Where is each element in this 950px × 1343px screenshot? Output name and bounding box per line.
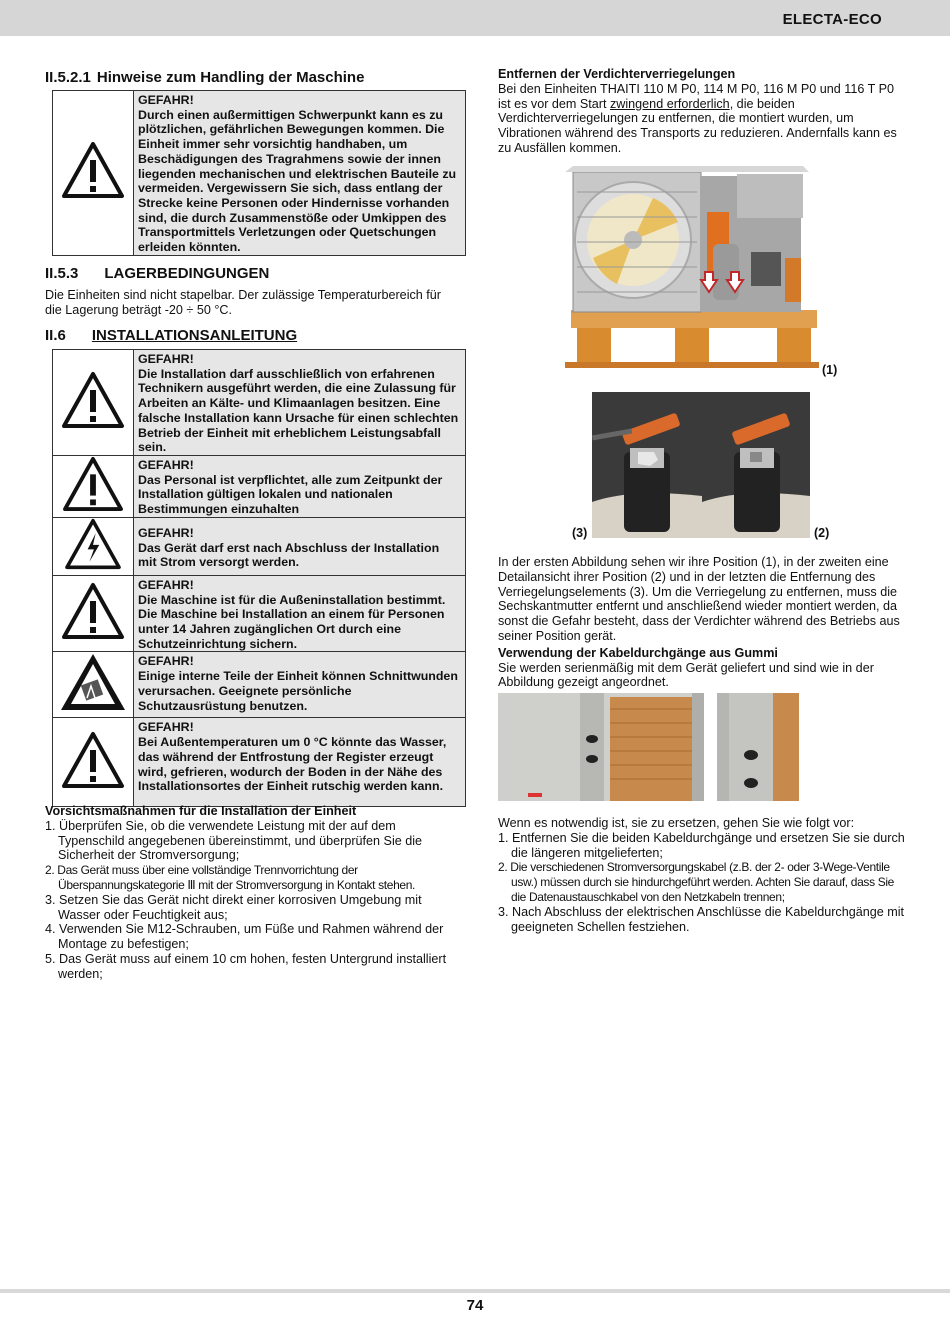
warning-row: GEFAHR! Die Installation darf ausschließlich von erfahrenen Technikern ausgeführt werden, die eine Zulassung für Arbeiten an Kälte- und Klimaanlagen besitzen. Eine falsche Installation kann Ursache für einen schlechten Betrieb der Einheit mit erheblichem Leistungsabfall sein. <box>53 350 466 456</box>
precautions-title: Vorsichtsmaßnahmen für die Installation der Einheit <box>45 804 357 818</box>
compressor-locks-caption-block <box>498 555 910 690</box>
warning-row: GEFAHR! Das Gerät darf erst nach Abschluss der Installation mit Strom versorgt werden. <box>53 517 466 575</box>
list-item: 3. Nach Abschluss der elektrischen Anschlüsse die Kabeldurchgänge mit geeigneten Schellen festziehen. <box>498 904 905 934</box>
cable-gland-photo-right <box>717 693 799 801</box>
header-bar <box>0 0 950 36</box>
list-item: 1. Überprüfen Sie, ob die verwendete Leistung mit der auf dem Typenschild angegebenen übereinstimmt, und überprüfen Sie die Sicherheit der Stromversorgung; <box>45 818 423 863</box>
cable-glands-text: Sie werden serienmäßig mit dem Gerät geliefert und sind wie in der Abbildung gezeigt angeordnet. <box>498 660 874 690</box>
warning-box-handling <box>52 90 466 256</box>
warning-triangle-icon <box>61 731 125 789</box>
footer-rule <box>0 1289 950 1293</box>
precautions-block <box>45 804 465 982</box>
cable-glands-steps <box>498 831 910 935</box>
detail-photo-right <box>702 392 810 538</box>
warning-text: Das Gerät darf erst nach Abschluss der Installation mit Strom versorgt werden. <box>138 540 440 570</box>
section-heading-storage: II.5.3 LAGERBEDINGUNGEN <box>45 265 270 282</box>
figure-label-2: (2) <box>814 526 830 540</box>
warning-row: GEFAHR! Das Personal ist verpflichtet, alle zum Zeitpunkt der Installation gültigen lokalen und nationalen Bestimmungen einzuhalten <box>53 455 466 517</box>
warning-icon-cell <box>53 91 134 256</box>
warning-text: Einige interne Teile der Einheit können Schnittwunden verursachen. Geeignete persönliche Schutzausrüstung benutzen. <box>138 669 458 713</box>
precautions-list <box>45 819 465 982</box>
warning-text-cell: GEFAHR! Durch einen außermittigen Schwerpunkt kann es zu plötzlichen, gefährlichen Bewegungen kommen. Die Einheit immer sehr vorsichtig handhaben, um Beschädigungen des Tragrahmens sowie der innen liegenden mechanischen und elektrischen Bauteile zu vermeiden. Vergewissern Sie sich, dass entlang der Strecke keine Personen oder Hindernisse vorhanden sind, die durch Zusammenstöße oder Umkippen des Transportmittels Verletzungen oder Quetschungen erleiden könnten. <box>134 91 466 256</box>
compressor-locks-title: Entfernen der Verdichterverriegelungen <box>498 67 736 81</box>
warning-text: Die Installation darf ausschließlich von erfahrenen Technikern ausgeführt werden, die eine Zulassung für Arbeiten an Kälte- und Klimaanlagen besitzen. Eine falsche Installation kann Ursache für einen schlechten Betrieb der Einheit mit erheblichem Leistungsabfall sein. <box>138 366 459 455</box>
warning-text: Die Maschine ist für die Außeninstallation bestimmt. Die Maschine bei Installation an einem für Personen unter 14 Jahren zugänglichen Ort durch eine Schutzeinrichtung sichern. <box>138 592 446 651</box>
storage-text: Die Einheiten sind nicht stapelbar. Der zulässige Temperaturbereich für die Lagerung beträgt -20 ÷ 50 °C. <box>45 288 441 317</box>
list-item: 2. Das Gerät muss über eine vollständige Trennvorrichtung der Überspannungskategorie Ⅲ mit der Stromversorgung in Kontakt stehen. <box>45 863 416 892</box>
list-item: 2. Die verschiedenen Stromversorgungskabel (z.B. der 2- oder 3-Wege-Ventile usw.) müssen durch sie hindurchgeführt werden. Achten Sie darauf, dass Sie die Datenaustauschkabel von den Netzkabeln trennen; <box>498 860 894 904</box>
heat-pump-unit-image <box>563 162 821 370</box>
warning-triangle-icon <box>61 582 125 640</box>
warning-triangle-icon <box>61 456 125 512</box>
warning-row: GEFAHR! Einige interne Teile der Einheit können Schnittwunden verursachen. Geeignete persönliche Schutzausrüstung benutzen. <box>53 652 466 718</box>
list-item: 5. Das Gerät muss auf einem 10 cm hohen, festen Untergrund installiert werden; <box>45 951 447 981</box>
unit-illustration <box>563 162 821 370</box>
warning-row: GEFAHR! Die Maschine ist für die Außeninstallation bestimmt. Die Maschine bei Installation an einem für Personen unter 14 Jahren zugänglichen Ort durch eine Schutzeinrichtung sichern. <box>53 575 466 652</box>
compressor-locks-block <box>498 67 910 156</box>
compressor-locks-text: Bei den Einheiten THAITI 110 M P0, 114 M P0, 116 M P0 und 116 T P0 ist es vor dem Start zwingend erforderlich, die beiden Verdichterverriegelungen zu entfernen, die montiert wurden, um Vibrationen während des Transports zu reduzieren. Andernfalls kann es zu Ausfällen kommen. <box>498 81 897 155</box>
cut-hazard-icon <box>59 652 127 712</box>
warning-triangle-icon <box>61 141 125 199</box>
list-item: 1. Entfernen Sie die beiden Kabeldurchgänge und ersetzen Sie sie durch die längeren mitgelieferten; <box>498 830 905 860</box>
cable-glands-steps-block <box>498 816 910 934</box>
warning-text: Das Personal ist verpflichtet, alle zum Zeitpunkt der Installation gültigen lokalen und nationalen Bestimmungen einzuhalten <box>138 472 443 517</box>
warning-text: Durch einen außermittigen Schwerpunkt kann es zu plötzlichen, gefährlichen Bewegungen kommen. Die Einheit immer sehr vorsichtig handhaben, um Beschädigungen des Tragrahmens sowie der innen liegenden mechanischen und elektrischen Bauteile zu vermeiden. Vergewissern Sie sich, dass entlang der Strecke keine Personen oder Hindernisse vorhanden sind, die durch Zusammenstöße oder Umkippen des Transportmittels Verletzungen oder Quetschungen erleiden könnten. <box>138 107 457 255</box>
figure-label-3: (3) <box>572 526 588 540</box>
list-item: 3. Setzen Sie das Gerät nicht direkt einer korrosiven Umgebung mit Wasser oder Feuchtigkeit aus; <box>45 892 422 922</box>
section-heading-handling: II.5.2.1 Hinweise zum Handling der Maschine <box>45 69 365 86</box>
cable-glands-intro: Wenn es notwendig ist, sie zu ersetzen, gehen Sie wie folgt vor: <box>498 816 855 830</box>
warning-triangle-icon <box>61 371 125 429</box>
list-item: 4. Verwenden Sie M12-Schrauben, um Füße und Rahmen während der Montage zu befestigen; <box>45 922 444 952</box>
page-number: 74 <box>466 1297 484 1314</box>
warning-row: GEFAHR! Bei Außentemperaturen um 0 °C könnte das Wasser, das während der Entfrostung der Register erzeugt wird, gefrieren, wodurch der Boden in der Nähe des Installationsortes der Einheit rutschig werden kann. <box>53 718 466 807</box>
warning-table-install <box>52 349 466 807</box>
section-heading-install: II.6 INSTALLATIONSANLEITUNG <box>45 327 298 344</box>
electric-hazard-icon <box>63 518 123 570</box>
figure-label-1: (1) <box>822 363 838 377</box>
detail-photo-left <box>592 392 702 538</box>
cable-glands-title: Verwendung der Kabeldurchgänge aus Gummi <box>498 645 778 660</box>
brand-title: ELECTA-ECO <box>782 11 882 28</box>
cable-gland-photo-left <box>498 693 704 801</box>
compressor-locks-caption: In der ersten Abbildung sehen wir ihre Position (1), in der zweiten eine Detailansicht ihrer Position (2) und in der letzten die Entfernung des Verriegelungselements (3). Um die Verriegelung zu entfernen, muss die Sechskantmutter entfernt und anschließend wieder montiert werden, da sonst die Gefahr besteht, dass der Verdichter während des Betriebs aus seiner Position gerät. <box>498 555 900 643</box>
warning-text: Bei Außentemperaturen um 0 °C könnte das Wasser, das während der Entfrostung der Register erzeugt wird, gefrieren, wodurch der Boden in der Nähe des Installationsortes der Einheit rutschig werden kann. <box>138 735 447 794</box>
